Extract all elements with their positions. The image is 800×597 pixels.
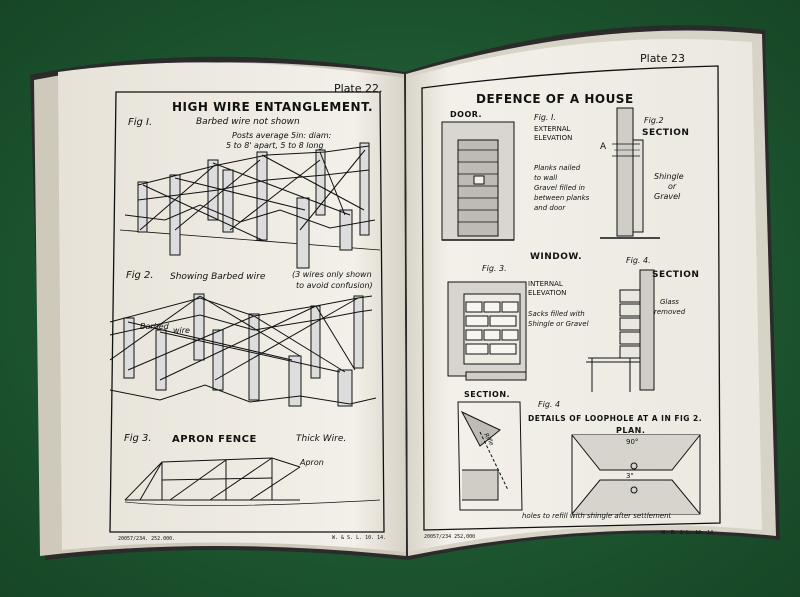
rifle-label: Rifle: [482, 431, 496, 448]
internal-line2: ELEVATION: [528, 289, 567, 297]
right-plate-number: Plate 23: [640, 52, 686, 65]
door-label: DOOR.: [450, 110, 483, 119]
wires-note-line1: (3 wires only shown: [292, 270, 372, 279]
wire-label: wire: [173, 326, 190, 335]
right-footer-right: W. B. & L. 10. 14.: [662, 530, 717, 536]
left-footer-right: W. & S. L. 10. 14.: [332, 535, 387, 541]
shingle-line2: or: [668, 182, 677, 191]
barbed-label: Barbed: [140, 322, 169, 331]
planks-line5: and door: [534, 204, 566, 212]
internal-line1: INTERNAL: [528, 280, 563, 288]
glass-line2: removed: [654, 308, 686, 316]
right-fig2-label: Fig.2: [644, 116, 664, 125]
wires-note-line2: to avoid confusion): [296, 281, 373, 290]
posts-note-line2: 5 to 8' apart, 5 to 8 long: [226, 141, 324, 150]
right-footer-left: 20057/234 252,000: [424, 534, 476, 540]
apron-label: Apron: [300, 458, 324, 467]
size-label: 3": [626, 472, 634, 480]
fig3-caption: APRON FENCE: [172, 434, 257, 445]
sacks-line1: Sacks filled with: [528, 310, 585, 318]
shingle-line1: Shingle: [654, 172, 684, 181]
planks-line4: between planks: [534, 194, 590, 202]
external-line1: EXTERNAL: [534, 125, 571, 133]
loophole-note: holes to refill with shingle after settlement: [522, 512, 672, 520]
left-footer-left: 20057/234. 252.000.: [118, 536, 176, 542]
sacks-line2: Shingle or Gravel: [528, 320, 589, 328]
point-a-label: A: [600, 142, 607, 152]
thick-wire-label: Thick Wire.: [296, 434, 347, 444]
right-fig4-label: Fig. 4.: [626, 256, 651, 265]
right-fig4b-label: Fig. 4: [538, 400, 561, 409]
fig1-label: Fig I.: [128, 117, 153, 128]
glass-line1: Glass: [660, 298, 679, 306]
planks-line3: Gravel filled in: [534, 184, 585, 192]
section-label: SECTION: [642, 128, 690, 138]
posts-note-line1: Posts average 5in: diam:: [232, 131, 332, 140]
door-illustration: [442, 122, 514, 240]
angle-label: 90°: [626, 438, 639, 446]
fig3-label: Fig 3.: [124, 433, 152, 444]
planks-line2: to wall: [534, 174, 558, 182]
shingle-line3: Gravel: [654, 192, 681, 201]
fig2-label: Fig 2.: [126, 270, 154, 281]
left-plate-number: Plate 22.: [334, 82, 383, 95]
planks-line1: Planks nailed: [534, 164, 581, 172]
window-label: WINDOW.: [530, 252, 583, 262]
details-label: DETAILS OF LOOPHOLE AT A IN FIG 2.: [528, 414, 703, 423]
external-line2: ELEVATION: [534, 134, 573, 142]
fig2-caption: Showing Barbed wire: [170, 272, 266, 282]
section2-label: SECTION: [652, 270, 700, 280]
right-fig3-label: Fig. 3.: [482, 264, 507, 273]
plan-label: PLAN.: [616, 426, 646, 435]
right-fig1-label: Fig. I.: [534, 113, 556, 122]
window-illustration: [448, 282, 526, 380]
section3-label: SECTION.: [464, 390, 511, 399]
fig1-caption: Barbed wire not shown: [196, 117, 300, 127]
right-page-title: DEFENCE OF A HOUSE: [476, 92, 634, 106]
left-page-title: HIGH WIRE ENTANGLEMENT.: [172, 100, 374, 114]
